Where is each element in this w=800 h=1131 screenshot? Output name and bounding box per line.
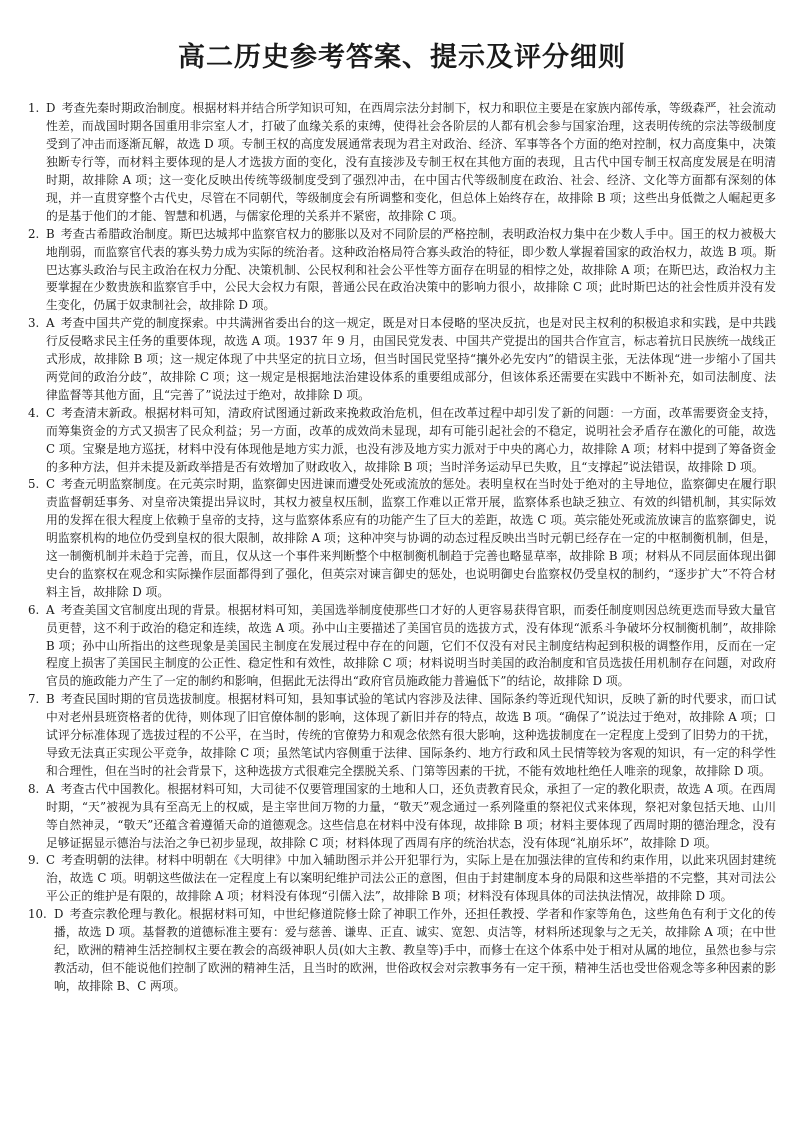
answer-explanation: 考查清末新政。根据材料可知，清政府试图通过新政来挽救政治危机，但在改革过程中却引发了新的问题：一方面，改革需要资金支持，而筹集资金的方式又损害了民众利益；另一方面，改革的成效尚未显现，却有可能引起社会的不稳定，说明社会矛盾存在激化的可能，故选 C 项。宝聚是地方巡抚，材料中没有体现他是地方实力派，也没有涉及地方实力派对于中央的离心力，故排除 A 项；材料中提到了筹备资金的多种方法，但并未提及新政举措是否有效增加了财政收入，故排除 B 项；当时洋务运动早已失败，且“支撑起”说法错误，故排除 D 项。 (46, 405, 776, 474)
answer-item-10 (28, 906, 776, 996)
question-number: 6. (28, 602, 40, 617)
question-number: 8. (28, 781, 40, 796)
answer-explanation: 考查宗教伦理与教化。根据材料可知，中世纪修道院修士除了神职工作外，还担任教授、学者和作家等角色，这些角色有利于文化的传播，故选 D 项。基督教的道德标准主要有：爱与慈善、谦卑、正直、诚实、宽恕、贞洁等，材料所述现象与之无关，故排除 A 项；在中世纪，欧洲的精神生活控制权主要在教会的高级神职人员(如大主教、教皇等)手中，而修士在这个体系中处于相对从属的地位，虽然也参与宗教活动，但不能说他们控制了欧洲的精神生活，且当时的欧洲，世俗政权会对宗教事务有一定干预，精神生活也受世俗观念等多种因素的影响，故排除 B、C 两项。 (54, 907, 776, 993)
answer-explanation: 考查元明监察制度。在元英宗时期，监察御史因进谏而遭受处死或流放的惩处。表明皇权在当时处于绝对的主导地位，监察御史在履行职责监督朝廷事务、对皇帝决策提出异议时，其权力被皇权压制，监察工作难以正常开展，监察体系也缺乏独立、有效的纠错机制，其实际效用的发挥在很大程度上依赖于皇帝的支持，这与监察体系应有的功能产生了巨大的差距，故选 C 项。英宗能处死或流放谏言的监察御史，说明监察机构的地位仍受到皇权的很大限制，故排除 A 项；这种冲突与协调的动态过程反映出当时元朝已经存在一定的中枢制衡机制，但是，这一制衡机制并未趋于完善，而且，仅从这一个事件来判断整个中枢制衡机制趋于完善也略显草率，故排除 B 项；材料从不同层面体现出御史台的监察权在观念和实际操作层面都得到了强化，但英宗对谏言御史的惩处，也说明御史台监察权仍受皇权的制约，“逐步扩大”不符合材料主旨，故排除 D 项。 (46, 477, 776, 599)
page-title: 高二历史参考答案、提示及评分细则 (178, 42, 626, 73)
answer-key: B (46, 226, 55, 241)
question-number: 9. (28, 853, 40, 868)
question-number: 7. (28, 692, 40, 707)
answer-key: C (46, 477, 56, 492)
question-number: 10. (28, 907, 47, 922)
answer-item-9 (28, 852, 776, 906)
answer-item-2 (28, 226, 776, 316)
answer-key: A (46, 316, 55, 331)
answer-explanation: 考查古代中国教化。根据材料可知，大司徒不仅要管理国家的土地和人口，还负责教育民众，承担了一定的教化职责，故选 A 项。在西周时期，“天”被视为具有至高无上的权威，是主宰世间万物的力量，“敬天”观念通过一系列隆重的祭祀仪式来体现，祭祀对象包括天地、山川等自然神灵，“敬天”还蕴含着遵循天命的道德观念。这些信息在材料中没有体现，故排除 B 项；材料主要体现了西周时期的德治理念，没有足够证据显示德治与法治之争已初步显现，故排除 C 项；材料体现了西周有序的统治状态，没有体现“礼崩乐坏”，故排除 D 项。 (46, 781, 776, 850)
answer-key: B (46, 692, 55, 707)
answer-explanation: 考查明朝的法律。材料中明朝在《大明律》中加入辅助图示并公开犯罪行为，实际上是在加强法律的宣传和约束作用，以此来巩固封建统治，故选 C 项。明朝这些做法在一定程度上有以案明纪维护司法公正的意图，但由于封建制度本身的局限和这些举措的不完整，其对司法公平公正的维护是有限的，故排除 A 项；材料没有体现“引儒入法”，故排除 B 项；材料没有体现具体的司法执法情况，故排除 D 项。 (46, 853, 776, 904)
answer-key: D (54, 907, 64, 922)
answer-explanation: 考查美国文官制度出现的背景。根据材料可知，美国选举制度使那些口才好的人更容易获得官职，而委任制度则因总统更迭而导致大量官员更替，这不利于政治的稳定和连续，故选 A 项。孙中山主要描述了美国官员的选拔方式，没有体现“派系斗争破坏分权制衡机制”，故排除 B 项；孙中山所指出的这些现象是美国民主制度在发展过程中存在的问题，它们不仅没有对民主制度结构起到积极的调整作用，反而在一定程度上损害了美国民主制度的公正性、稳定性和有效性，故排除 C 项；材料说明当时美国的政治制度和官员选拔任用机制存在问题，对政府官员的施政能力产生了一定的制约和影响，但据此无法得出“政府官员施政能力普遍低下”的结论，故排除 D 项。 (46, 602, 776, 689)
answer-explanation: 考查中国共产党的制度探索。中共满洲省委出台的这一规定，既是对日本侵略的坚决反抗，也是对民主权利的积极追求和实践，是中共践行反侵略求民主任务的重要体现，故选 A 项。1937 年 9 月，由国民党发表、中国共产党提出的国共合作宣言，标志着抗日民族统一战线正式形成，故排除 B 项；这一规定体现了中共坚定的抗日立场，但当时国民党坚持“攘外必先安内”的错误主张，无法体现“进一步缩小了国共两党间的政治分歧”，故排除 C 项；这一规定是根据地法治建设体系的重要组成部分，但该体系还需要在实践中不断补充，如司法制度、法律监督等其他方面，且“完善了”说法过于绝对，故排除 D 项。 (46, 316, 776, 402)
answer-key: A (46, 602, 55, 617)
question-number: 5. (28, 477, 40, 492)
answer-item-1 (28, 100, 776, 225)
answer-key: C (46, 405, 56, 420)
answer-explanation: 考查古希腊政治制度。斯巴达城邦中监察官权力的膨胀以及对不同阶层的严格控制，表明政治权力集中在少数人手中。国王的权力被极大地削弱，而监察官代表的寡头势力成为实际的统治者。这种政治格局符合寡头政治的特征，即少数人掌握着国家的政治权力，故选 B 项。斯巴达寡头政治与民主政治在权力分配、决策机制、公民权利和社会公平性等方面存在明显的相悖之处，故排除 A 项；在斯巴达，政治权力主要掌握在少数贵族和监察官手中，公民大会权力有限，普通公民在政治决策中的影响力很小，故排除 C 项；此时斯巴达的社会性质并没有发生变化，仍属于奴隶制社会，故排除 D 项。 (46, 226, 776, 313)
question-number: 1. (28, 101, 40, 116)
answer-item-3 (28, 315, 776, 405)
answer-key: C (46, 853, 56, 868)
answer-explanation: 考查民国时期的官员选拔制度。根据材料可知，县知事试验的笔试内容涉及法律、国际条约等近现代知识，反映了新的时代要求，而口试中对老州县班资格者的优待，则体现了旧官僚体制的影响，这体现了新旧并存的特点，故选 B 项。“确保了”说法过于绝对，故排除 A 项；口试评分标准体现了选拔过程的不公平，在当时，传统的官僚势力和观念依然有很大影响，这种选拔制度在一定程度上受到了旧势力的干扰，导致无法真正实现公平竞争，故排除 C 项；虽然笔试内容侧重于法律、国际条约、地方行政和风土民情等较为客观的知识，有一定的科学性和合理性，但在当时的社会背景下，这种选拔方式很难完全摆脱关系、门第等因素的干扰，不能有效地杜绝任人唯亲的现象，故排除 D 项。 (46, 692, 776, 778)
answer-key: A (46, 781, 55, 796)
answer-explanation: 考查先秦时期政治制度。根据材料并结合所学知识可知，在西周宗法分封制下，权力和职位主要是在家族内部传承，等级森严，社会流动性差，而战国时期各国重用非宗室人才，打破了血缘关系的束缚，使得社会各阶层的人都有机会参与国家治理，这表明传统的宗法等级制度受到了冲击而逐渐瓦解，故选 D 项。专制王权的高度发展通常表现为君主对政治、经济、军事等各个方面的绝对控制，权力高度集中，决策独断专行等，而材料主要体现的是人才选拔方面的变化，没有直接涉及专制王权在其他方面的表现，且古代中国专制王权高度发展是在明清时期，故排除 A 项；这一变化反映出传统等级制度受到了强烈冲击，在中国古代等级制度在政治、社会、经济、文化等方面都有深刻的体现，并一直贯穿整个古代史，尽管在不同朝代，等级制度会有所调整和变化，但总体上始终存在，故排除 B 项；这些出身低微之人崛起更多的是基于他们的才能、智慧和机遇，与儒家伦理的关系并不紧密，故排除 C 项。 (46, 101, 776, 223)
answer-item-4 (28, 405, 776, 477)
answer-list (28, 100, 776, 995)
answer-item-8 (28, 781, 776, 853)
question-number: 3. (28, 316, 40, 331)
answer-item-6 (28, 602, 776, 692)
question-number: 4. (28, 405, 40, 420)
answer-key: D (46, 101, 56, 116)
answer-item-5 (28, 476, 776, 601)
question-number: 2. (28, 226, 40, 241)
answer-item-7 (28, 691, 776, 781)
